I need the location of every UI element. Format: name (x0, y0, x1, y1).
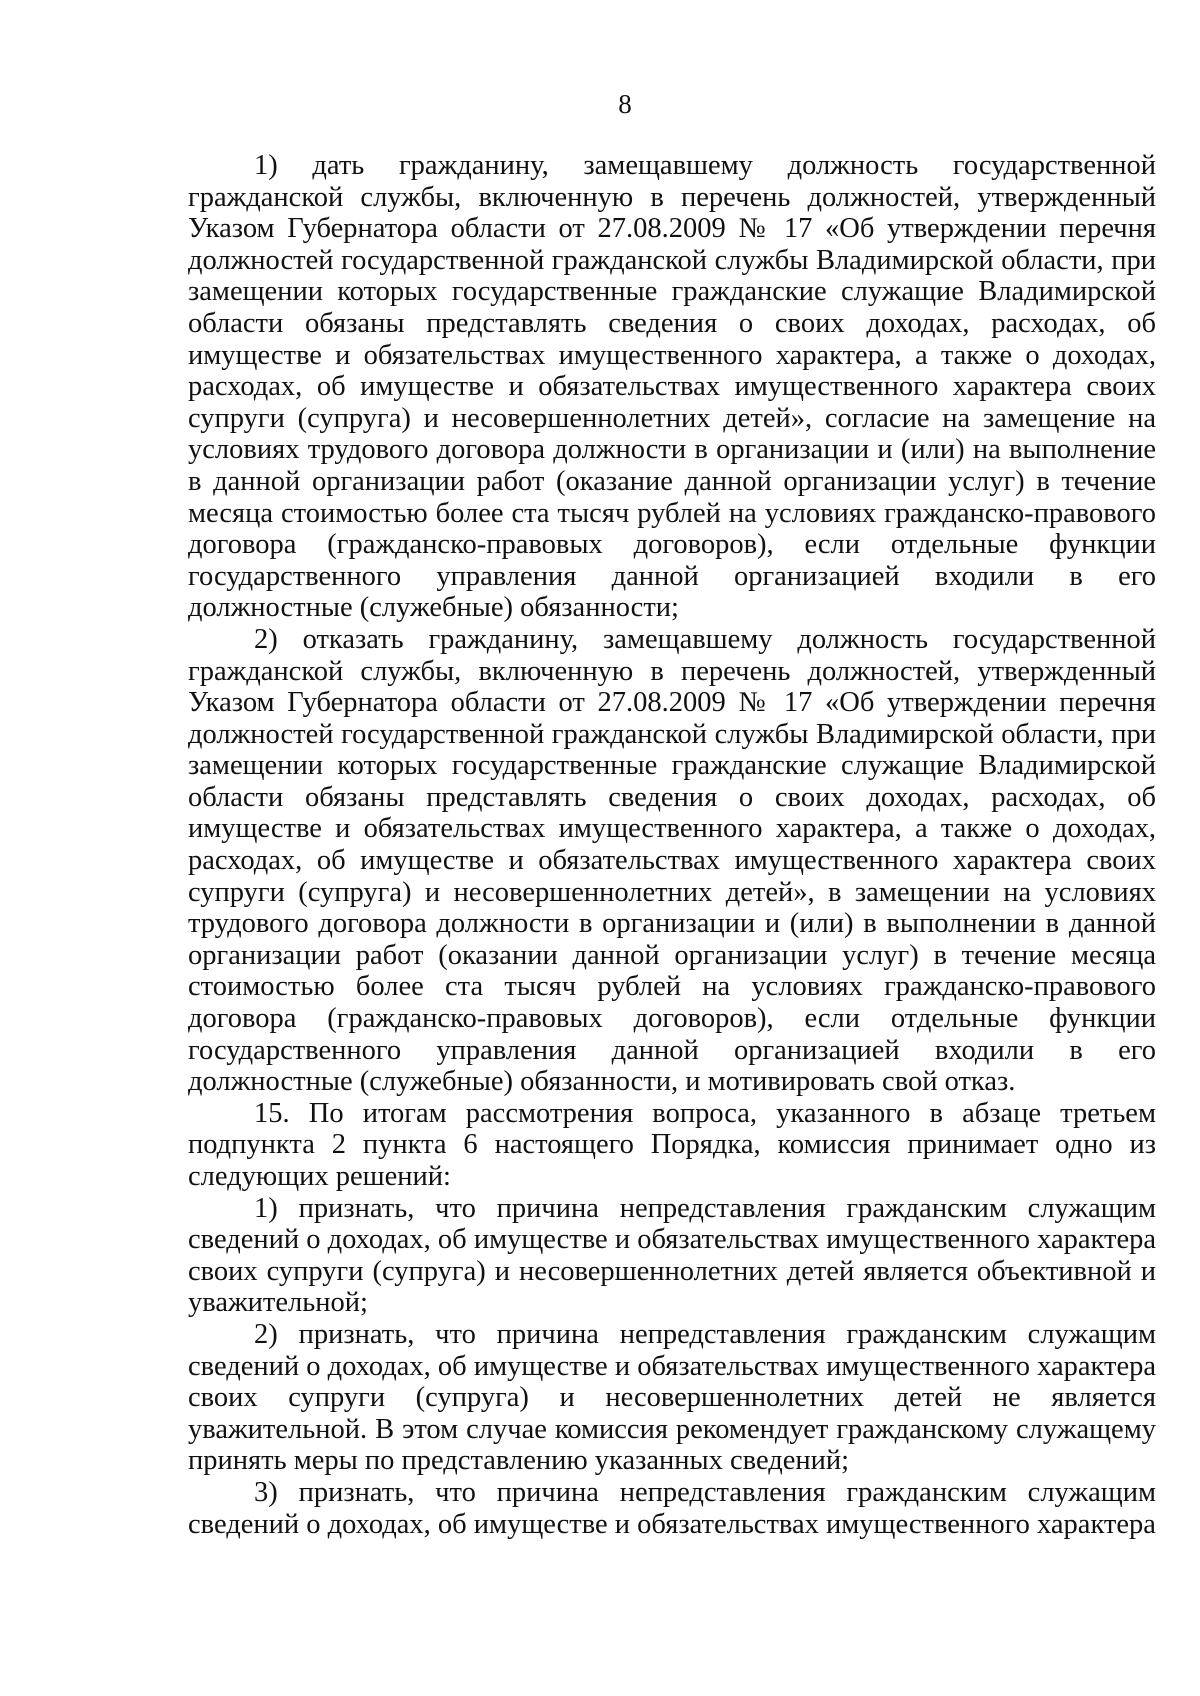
paragraph-decision-1: 1) признать, что причина непредставления гражданским служащим сведений о доходах, об имуществе и обязательствах имущественного характера своих супруги (супруга) и несовершеннолетних детей является объективной и уважительной; (188, 1192, 1156, 1319)
paragraph-decision-3: 3) признать, что причина непредставления гражданским служащим сведений о доходах, об имуществе и обязательствах имущественного характера (188, 1476, 1156, 1540)
paragraph-15-intro: 15. По итогам рассмотрения вопроса, указанного в абзаце третьем подпункта 2 пункта 6 настоящего Порядка, комиссия принимает одно из следующих решений: (188, 1097, 1156, 1192)
paragraph-2-refusal: 2) отказать гражданину, замещавшему должность государственной гражданской службы, включенную в перечень должностей, утвержденный Указом Губернатора области от 27.08.2009 № 17 «Об утверждении перечня должностей государственной гражданской службы Владимирской области, при замещении которых государственные гражданские служащие Владимирской области обязаны представлять сведения о своих доходах, расходах, об имуществе и обязательствах имущественного характера, а также о доходах, расходах, об имуществе и обязательствах имущественного характера своих супруги (супруга) и несовершеннолетних детей», в замещении на условиях трудового договора должности в организации и (или) в выполнении в данной организации работ (оказании данной организации услуг) в течение месяца стоимостью более ста тысяч рублей на условиях гражданско-правового договора (гражданско-правовых договоров), если отдельные функции государственного управления данной организацией входили в его должностные (служебные) обязанности, и мотивировать свой отказ. (188, 623, 1156, 1098)
document-body (188, 150, 1156, 1540)
paragraph-decision-2: 2) признать, что причина непредставления гражданским служащим сведений о доходах, об имуществе и обязательствах имущественного характера своих супруги (супруга) и несовершеннолетних детей не является уважительной. В этом случае комиссия рекомендует гражданскому служащему принять меры по представлению указанных сведений; (188, 1318, 1156, 1477)
page-number: 8 (618, 89, 632, 119)
paragraph-1-consent: 1) дать гражданину, замещавшему должность государственной гражданской службы, включенную в перечень должностей, утвержденный Указом Губернатора области от 27.08.2009 № 17 «Об утверждении перечня должностей государственной гражданской службы Владимирской области, при замещении которых государственные гражданские служащие Владимирской области обязаны представлять сведения о своих доходах, расходах, об имуществе и обязательствах имущественного характера, а также о доходах, расходах, об имуществе и обязательствах имущественного характера своих супруги (супруга) и несовершеннолетних детей», согласие на замещение на условиях трудового договора должности в организации и (или) на выполнение в данной организации работ (оказание данной организации услуг) в течение месяца стоимостью более ста тысяч рублей на условиях гражданско-правового договора (гражданско-правовых договоров), если отдельные функции государственного управления данной организацией входили в его должностные (служебные) обязанности; (188, 150, 1156, 624)
